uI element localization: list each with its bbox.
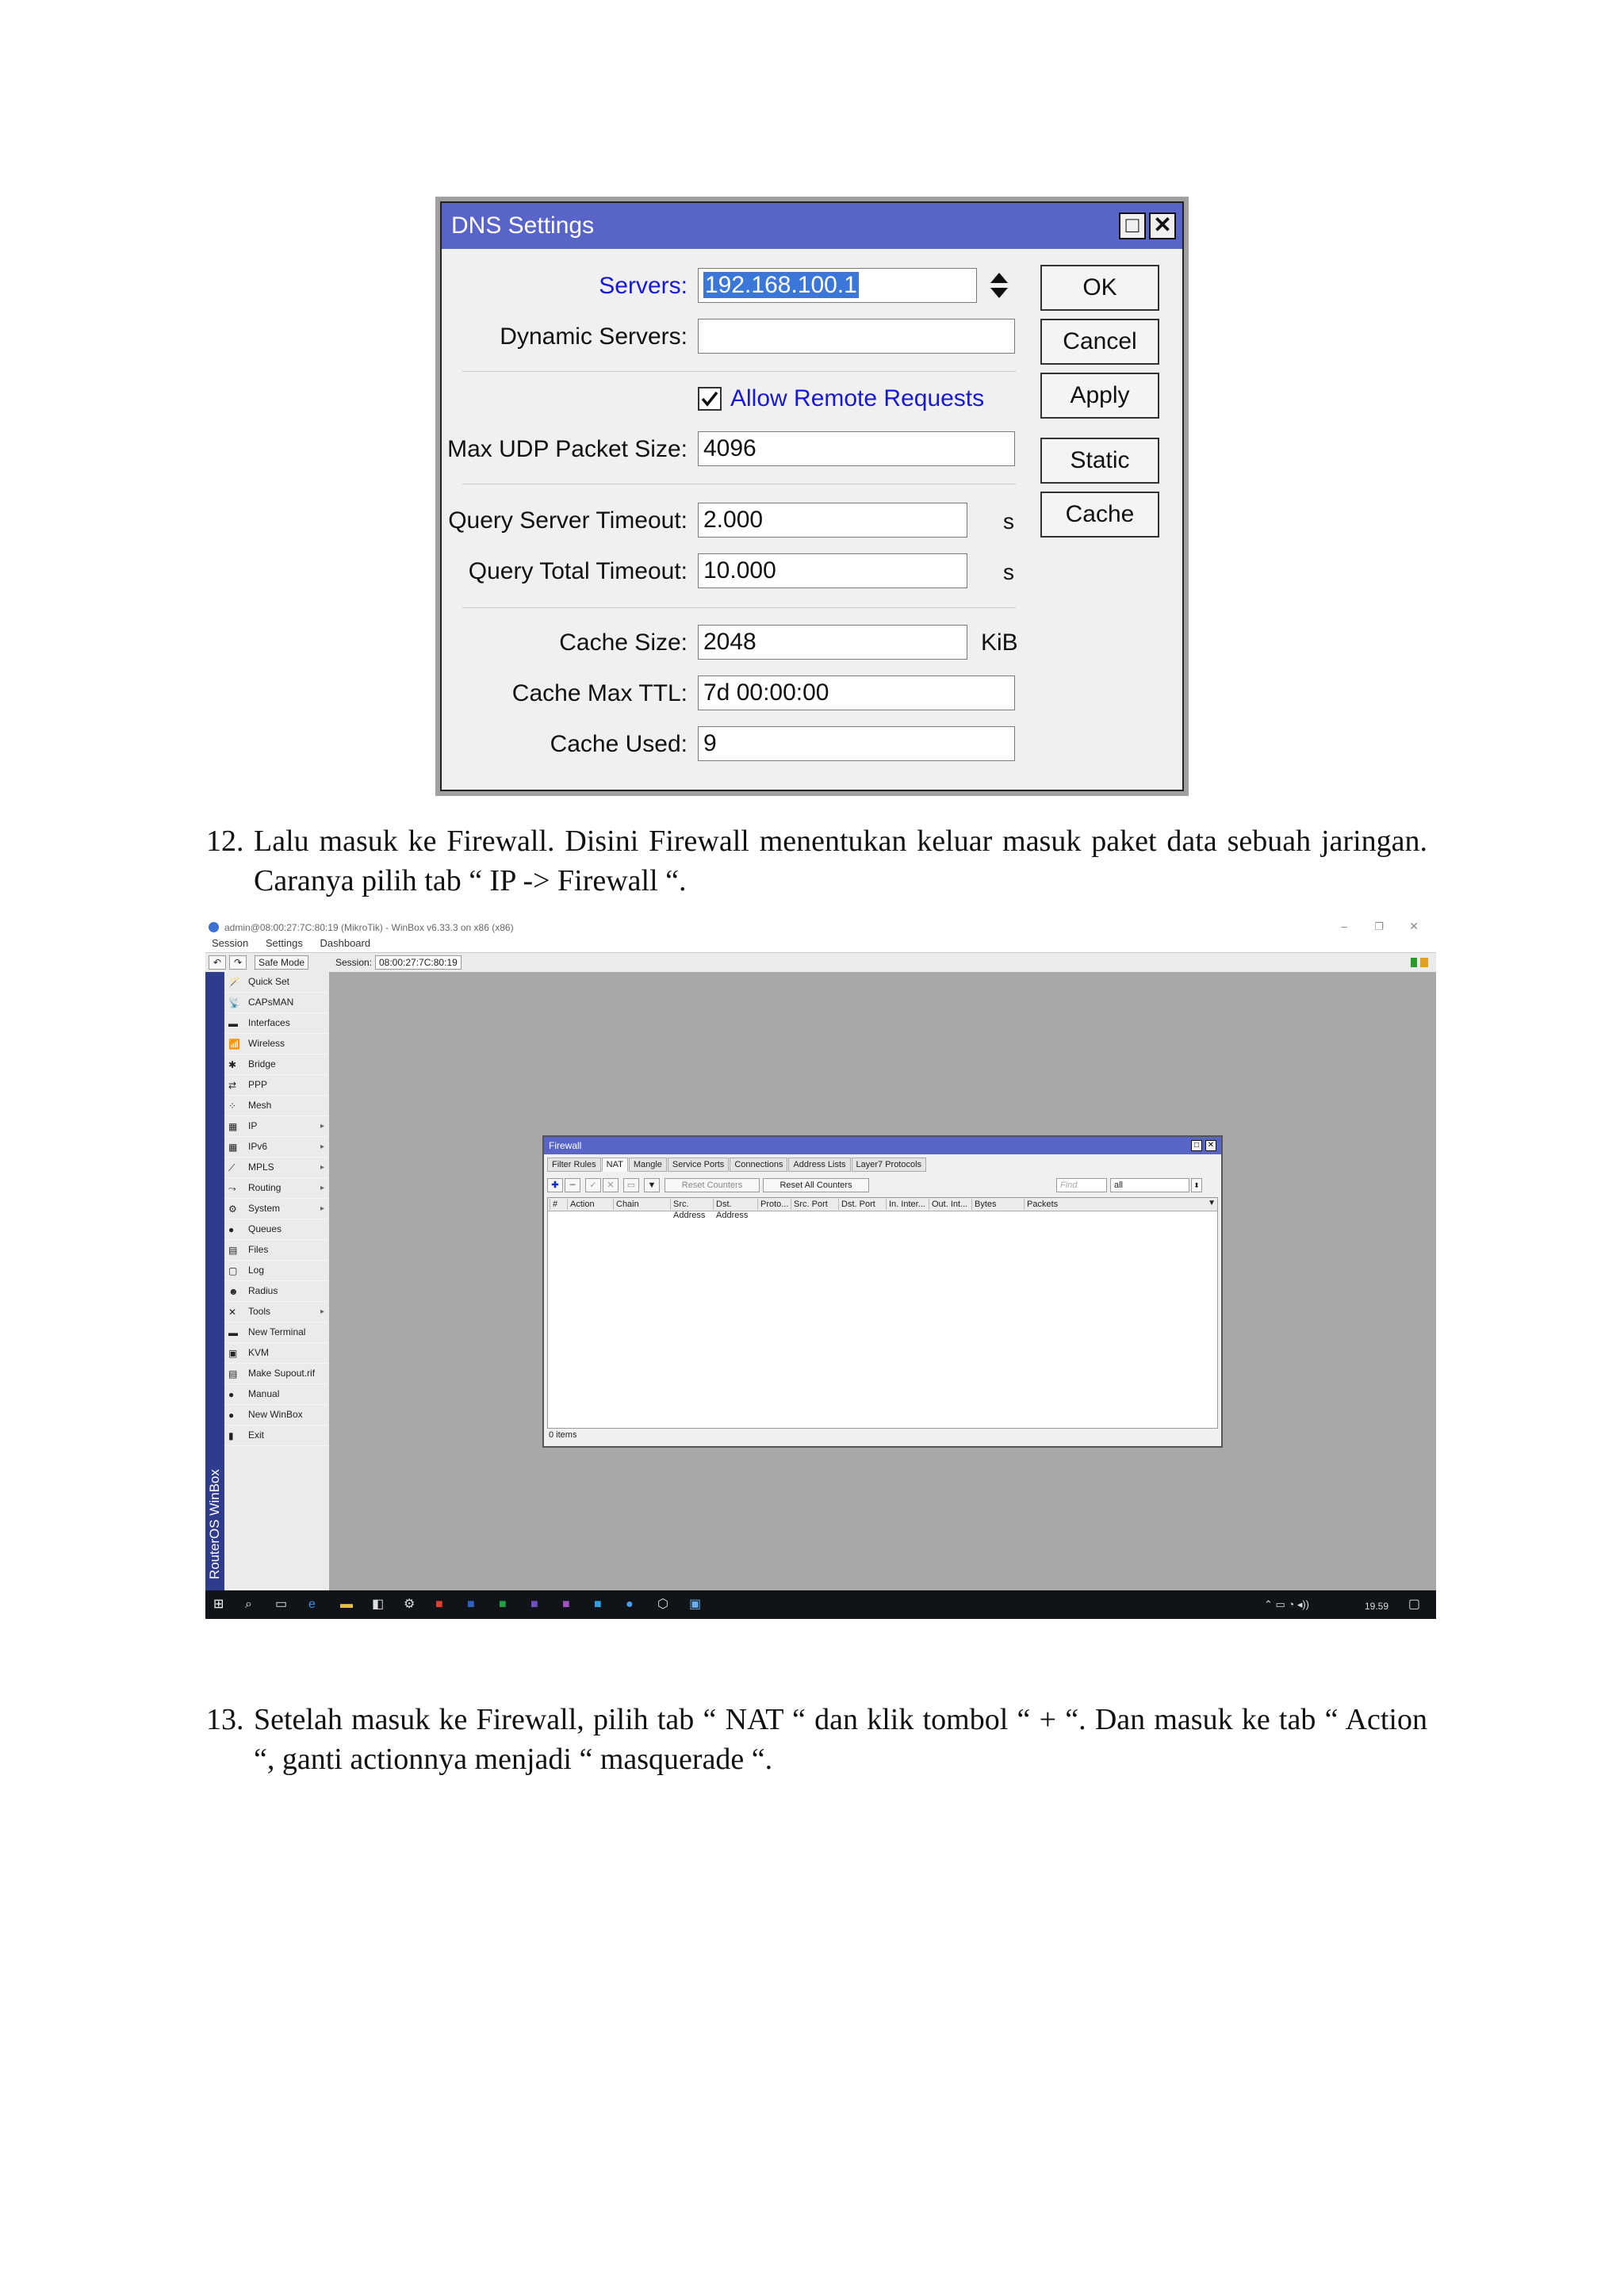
dns-dialog-body [440,201,1184,791]
table-header [548,1198,1217,1220]
disable-icon[interactable]: ✕ [603,1178,619,1192]
windows-taskbar [205,1590,1436,1619]
sidebar-item[interactable] [224,1158,329,1178]
sidebar-item[interactable] [224,1178,329,1199]
sidebar-item-label: Bridge [248,1058,276,1070]
tab-service-ports[interactable]: Service Ports [668,1158,729,1172]
side-brand: RouterOS WinBox [207,1469,222,1579]
menu-session[interactable]: Session [212,937,249,949]
filter-icon[interactable]: ▼ [644,1178,660,1192]
udp-size-label: Max UDP Packet Size: [447,436,688,462]
ok-button[interactable]: OK [1040,265,1159,311]
sidebar-item-icon: 🪄 [228,977,240,988]
sidebar-item-label: Make Supout.rif [248,1368,316,1379]
cancel-button[interactable]: Cancel [1040,319,1159,365]
cache-max-ttl-label: Cache Max TTL: [511,680,688,706]
photoshop-icon[interactable]: ■ [594,1598,602,1611]
sidebar-item[interactable] [224,1075,329,1096]
sidebar-item-label: Tools [248,1306,271,1317]
column-header[interactable]: Proto... [757,1199,791,1210]
store-icon[interactable]: ◧ [372,1598,385,1611]
sidebar-brand-strip [205,972,224,1590]
static-button[interactable]: Static [1040,438,1159,484]
menu-dashboard[interactable]: Dashboard [320,937,371,949]
step-12-paragraph [206,821,1427,901]
cache-size-input[interactable]: 2048 [698,625,967,660]
sidebar-item[interactable] [224,1281,329,1302]
column-header[interactable]: Src. Address [670,1199,713,1210]
chrome-icon[interactable]: ● [626,1598,634,1611]
winbox-logo-icon [209,922,219,932]
items-count: 0 items [549,1430,577,1440]
dns-title: DNS Settings [451,212,595,239]
sidebar-item-icon: ● [228,1224,235,1235]
windows-start-icon[interactable]: ⊞ [213,1598,224,1611]
sidebar-item[interactable] [224,1343,329,1364]
sidebar-item-label: Log [248,1265,265,1276]
sidebar-item-icon: ▦ [228,1121,238,1132]
redo-icon[interactable]: ↷ [229,955,247,970]
sidebar-item[interactable] [224,1137,329,1158]
lock-icon [1420,958,1428,967]
dns-titlebar[interactable] [442,203,1182,249]
enable-icon[interactable]: ✓ [585,1178,601,1192]
app-icon[interactable]: ⚙ [404,1598,416,1611]
sidebar-item[interactable] [224,1054,329,1075]
sidebar-item-label: Routing [248,1182,282,1193]
sidebar-item-icon: ✱ [228,1059,237,1070]
seconds-unit: s [1003,509,1014,534]
reset-counters-button[interactable]: Reset Counters [665,1178,760,1192]
sidebar-item-label: KVM [248,1347,270,1358]
sidebar-item[interactable] [224,1302,329,1322]
tab-address-lists[interactable]: Address Lists [788,1158,850,1172]
step-text: Setelah masuk ke Firewall, pilih tab “ NAT “ dan klik tombol “ + “. Dan masuk ke tab “ Action “, ganti actionnya menjadi “ masquerade “. [254,1703,1427,1776]
sidebar-item-icon: ⁘ [228,1100,237,1112]
cache-used-label: Cache Used: [550,731,688,757]
sidebar-item-icon: 📶 [228,1039,240,1050]
edge-icon[interactable]: e [308,1598,316,1611]
task-view-icon[interactable]: ▭ [275,1598,288,1611]
servers-value: 192.168.100.1 [705,272,857,298]
separator [462,607,1016,608]
winbox-toolbar [205,952,1436,973]
sidebar-item-icon: ▤ [228,1245,238,1256]
firewall-title: Firewall [549,1140,582,1151]
sidebar-item-label: System [248,1203,281,1214]
submenu-arrow-icon: ▸ [320,1204,324,1213]
servers-updown-icon[interactable] [989,268,1009,303]
comment-icon[interactable]: ▭ [623,1178,639,1192]
sidebar-item[interactable] [224,1364,329,1384]
sidebar-item[interactable] [224,993,329,1013]
tab-filter-rules[interactable]: Filter Rules [547,1158,601,1172]
dynamic-servers-field [698,319,1015,354]
sidebar-item-label: Exit [248,1429,265,1441]
firewall-titlebar[interactable] [544,1137,1221,1154]
sidebar-item[interactable] [224,1240,329,1261]
close-icon[interactable]: ✕ [1149,212,1176,239]
sidebar-item-label: Radius [248,1285,278,1296]
column-header[interactable]: Dst. Port [838,1199,886,1210]
sidebar-item-icon: 📡 [228,997,240,1008]
sidebar-item-icon: ⇄ [228,1080,237,1091]
column-menu-icon[interactable]: ▼ [1208,1199,1216,1207]
sidebar-item[interactable] [224,1425,329,1446]
maximize-icon[interactable]: □ [1119,212,1146,239]
add-icon[interactable]: ✚ [547,1178,563,1192]
winbox-window-title: admin@08:00:27:7C:80:19 (MikroTik) - WinBox v6.33.3 on x86 (x86) [224,922,514,933]
sidebar-item-icon: ▮ [228,1430,234,1441]
cache-size-label: Cache Size: [559,629,688,656]
sidebar-item-label: MPLS [248,1161,274,1173]
sidebar-item-icon: ☻ [228,1286,239,1297]
maximize-icon[interactable]: □ [1191,1140,1202,1151]
notification-icon[interactable]: ▢ [1408,1598,1420,1611]
sidebar-item-icon: ▣ [228,1348,238,1359]
sidebar-item-icon: ▢ [228,1265,238,1276]
updown-icon[interactable]: ⬍ [1191,1178,1202,1192]
close-icon[interactable]: ✕ [1205,1140,1216,1151]
submenu-arrow-icon: ▸ [320,1163,324,1172]
cache-used-field: 9 [698,726,1015,761]
column-header[interactable]: Dst. Address [713,1199,757,1210]
column-header[interactable]: Packets [1024,1199,1079,1210]
allow-remote-label[interactable]: Allow Remote Requests [730,385,985,411]
column-header[interactable]: Src. Port [791,1199,838,1210]
sidebar-item-label: Wireless [248,1038,285,1049]
nat-rules-table [547,1197,1218,1429]
excel-icon[interactable]: ■ [499,1598,507,1611]
restore-icon[interactable]: ❐ [1374,920,1384,932]
premiere-icon[interactable]: ■ [562,1598,570,1611]
submenu-arrow-icon: ▸ [320,1122,324,1131]
undo-icon[interactable]: ↶ [209,955,226,970]
seconds-unit: s [1003,560,1014,584]
search-icon[interactable]: ⌕ [245,1598,252,1611]
tab-nat[interactable]: NAT [602,1158,628,1172]
sidebar-item-icon: ⟋ [228,1162,236,1173]
kib-unit: KiB [981,629,1018,656]
sidebar-item-icon: ▬ [228,1018,238,1029]
status-green-icon [1411,958,1417,967]
reset-all-counters-button[interactable]: Reset All Counters [763,1178,869,1192]
remove-icon[interactable]: ━ [565,1178,580,1192]
step-number: 13. [206,1703,244,1736]
column-header[interactable]: Out. Int... [929,1199,971,1210]
sidebar-item[interactable] [224,1096,329,1116]
winbox-sidebar [205,972,329,1590]
query-server-timeout-label: Query Server Timeout: [448,507,688,534]
winbox-titlebar [205,920,1436,936]
word-icon[interactable]: ■ [467,1598,475,1611]
step-13-paragraph [206,1700,1427,1779]
sidebar-item[interactable] [224,1405,329,1425]
sidebar-item[interactable] [224,1116,329,1137]
adobe-app-icon[interactable]: ■ [530,1598,538,1611]
servers-input[interactable] [698,268,977,303]
tab-layer7-protocols[interactable]: Layer7 Protocols [852,1158,927,1172]
sidebar-item-label: Quick Set [248,976,290,987]
dns-settings-dialog [435,197,1189,796]
sidebar-item[interactable] [224,972,329,993]
sidebar-item-icon: ● [228,1389,235,1400]
system-tray-icons[interactable]: ⌃ ▭ ◔ ◂)) [1263,1598,1309,1610]
sidebar-item[interactable] [224,1322,329,1343]
winbox-screenshot [205,920,1436,1619]
winbox-task-icon[interactable]: ▣ [689,1598,702,1611]
sidebar-item[interactable] [224,1034,329,1054]
column-header[interactable]: Chain [613,1199,670,1210]
sidebar-item[interactable] [224,1219,329,1240]
firewall-tabs [547,1158,927,1173]
udp-size-input[interactable]: 4096 [698,431,1015,466]
submenu-arrow-icon: ▸ [320,1184,324,1192]
firewall-window [542,1135,1223,1448]
step-number: 12. [206,825,244,858]
sidebar-item-icon: ● [228,1410,235,1421]
winbox-menubar [212,937,385,951]
sidebar-item-label: IPv6 [248,1141,268,1152]
submenu-arrow-icon: ▸ [320,1307,324,1316]
sidebar-item[interactable] [224,1384,329,1405]
sidebar-item-icon: ▬ [228,1327,238,1338]
query-total-timeout-label: Query Total Timeout: [468,558,688,584]
column-header[interactable]: # [550,1199,567,1210]
column-header[interactable]: Bytes [971,1199,1024,1210]
submenu-arrow-icon: ▸ [320,1142,324,1151]
tab-mangle[interactable]: Mangle [629,1158,667,1172]
close-icon[interactable]: ✕ [1409,920,1419,932]
servers-label: Servers: [599,273,688,299]
column-header[interactable]: Action [567,1199,613,1210]
sidebar-item-label: New Terminal [248,1326,306,1337]
sidebar-item-label: CAPsMAN [248,997,294,1008]
filter-select[interactable]: all [1110,1178,1189,1192]
sidebar-item-label: New WinBox [248,1409,303,1420]
firewall-toolbar [547,1177,1218,1194]
dynamic-servers-label: Dynamic Servers: [500,323,688,350]
menu-settings[interactable]: Settings [265,937,303,949]
sidebar-menu [224,972,329,1446]
query-server-timeout-input[interactable]: 2.000 [698,503,967,538]
cache-max-ttl-input[interactable]: 7d 00:00:00 [698,675,1015,710]
sidebar-item-icon: ⚙ [228,1203,237,1215]
sidebar-item-label: Interfaces [248,1017,290,1028]
sidebar-item[interactable] [224,1261,329,1281]
clock: 19.59 [1364,1601,1388,1612]
virtualbox-icon[interactable]: ⬡ [657,1598,668,1611]
sidebar-item-icon: ✕ [228,1307,237,1318]
sidebar-item-label: PPP [248,1079,268,1090]
sidebar-item-label: Files [248,1244,269,1255]
sidebar-item-label: Mesh [248,1100,272,1111]
sidebar-item-icon: ▦ [228,1142,238,1153]
sidebar-item-label: Manual [248,1388,280,1399]
file-explorer-icon[interactable]: ▬ [340,1598,353,1611]
session-field: 08:00:27:7C:80:19 [375,955,462,970]
sidebar-item-icon: ▤ [228,1368,238,1380]
minimize-icon[interactable]: – [1341,920,1347,932]
column-header[interactable]: In. Inter... [886,1199,929,1210]
apply-button[interactable]: Apply [1040,373,1159,419]
query-total-timeout-input[interactable]: 10.000 [698,553,967,588]
find-input[interactable]: Find [1056,1178,1107,1192]
sidebar-item-icon: ⤳ [228,1183,236,1194]
sidebar-item-label: Queues [248,1223,282,1234]
sidebar-item-label: IP [248,1120,258,1131]
allow-remote-checkbox[interactable] [698,387,722,411]
powerpoint-icon[interactable]: ■ [435,1598,443,1611]
separator [462,371,1016,372]
tab-connections[interactable]: Connections [730,1158,787,1172]
sidebar-item[interactable] [224,1013,329,1034]
session-label: Session: [335,957,373,968]
step-text: Lalu masuk ke Firewall. Disini Firewall menentukan keluar masuk paket data sebuah jaringan. Caranya pilih tab “ IP -> Firewall “. [254,825,1427,897]
sidebar-item[interactable] [224,1199,329,1219]
safe-mode-button[interactable]: Safe Mode [255,955,308,970]
cache-button[interactable]: Cache [1040,492,1159,538]
